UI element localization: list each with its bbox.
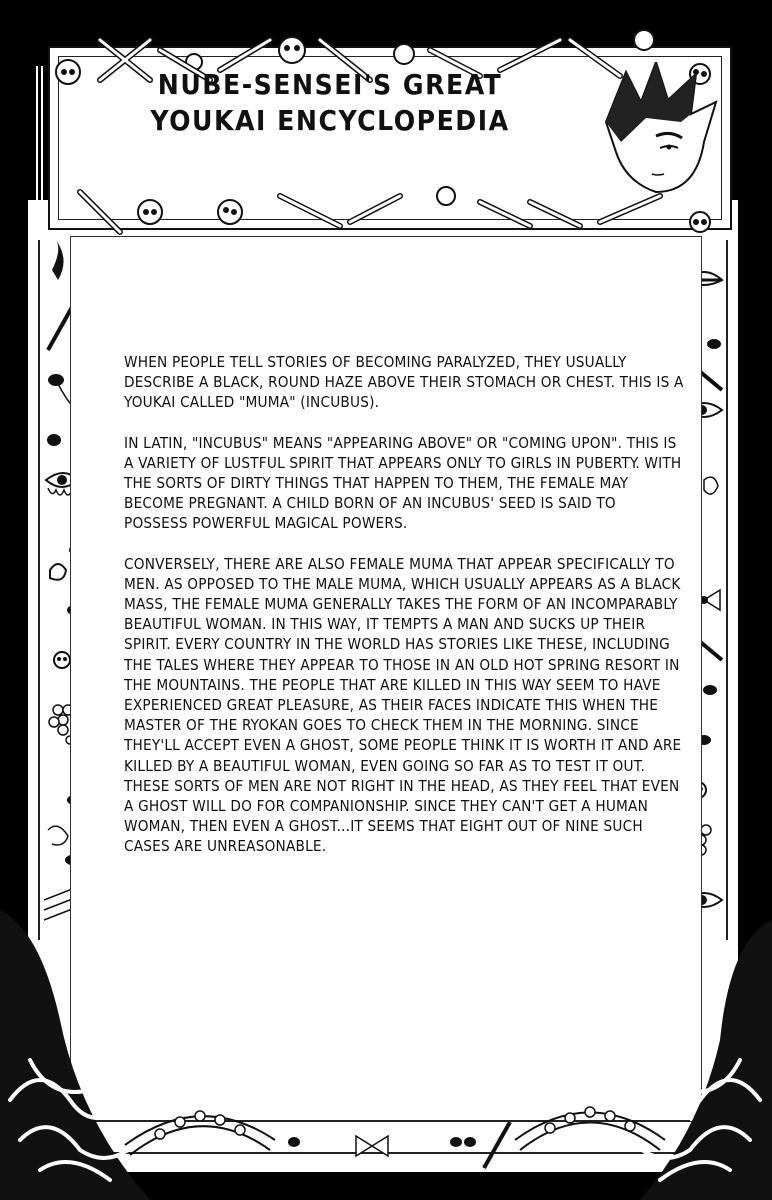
article-body <box>124 352 684 877</box>
bottom-tentacles-noodles-icon <box>0 900 772 1200</box>
title-line-2: YOUKAI ENCYCLOPEDIA <box>150 103 510 137</box>
butterfly-icon <box>356 1136 388 1156</box>
paragraph-2: IN LATIN, "INCUBUS" MEANS "APPEARING ABOVE" OR "COMING UPON". THIS IS A VARIETY OF LUSTFUL SPIRIT THAT APPEARS ONLY TO GIRLS IN PUBERTY. WITH THE SORTS OF DIRTY THINGS THAT HAPPEN TO THEM, THE FEMALE MAY BECOME PREGNANT. A CHILD BORN OF AN INCUBUS' SEED IS SAID TO POSSESS POWERFUL MAGICAL POWERS. <box>124 433 682 533</box>
paragraph-1: WHEN PEOPLE TELL STORIES OF BECOMING PARALYZED, THEY USUALLY DESCRIBE A BLACK, ROUND HAZE ABOVE THEIR STOMACH OR CHEST. THIS IS A YOUKAI CALLED "MUMA" (INCUBUS). <box>124 353 684 412</box>
title-line-1: NUBE-SENSEI'S GREAT <box>157 67 503 101</box>
paragraph-3: CONVERSELY, THERE ARE ALSO FEMALE MUMA THAT APPEAR SPECIFICALLY TO MEN. AS OPPOSED TO THE MALE MUMA, WHICH USUALLY APPEARS AS A BLACK MASS, THE FEMALE MUMA GENERALLY TAKES THE FORM OF AN INCOMPARABLY BEAUTIFUL WOMAN. IN THIS WAY, IT TEMPTS A MAN AND SUCKS UP THEIR SPIRIT. EVERY COUNTRY IN THE WORLD HAS STORIES LIKE THESE, INCLUDING THE TALES WHERE THEY APPEAR TO THOSE IN AN OLD HOT SPRING RESORT IN THE MOUNTAINS. THE PEOPLE THAT ARE KILLED IN THIS WAY SEEM TO HAVE EXPERIENCED GREAT PLEASURE, AS THEIR FACES INDICATE THIS WHEN THE MASTER OF THE RYOKAN GOES TO CHECK THEM IN THE MORNING. SINCE THEY'LL ACCEPT EVEN A GHOST, SOME PEOPLE THINK IT IS WORTH IT AND ARE KILLED BY A BEAUTIFUL WOMAN, EVEN GOING SO FAR AS TO TEST IT OUT. THESE SORTS OF MEN ARE NOT RIGHT IN THE HEAD, AS THEY FEEL THAT EVEN A GHOST WILL DO FOR COMPANIONSHIP. SINCE THEY CAN'T GET A HUMAN WOMAN, THEN EVEN A GHOST...IT SEEMS THAT EIGHT OUT OF NINE SUCH CASES ARE UNREASONABLE. <box>124 554 682 856</box>
page-title <box>100 67 560 139</box>
nube-sensei-portrait-icon <box>586 62 726 202</box>
header-bottom-bones-border-icon <box>60 182 720 242</box>
